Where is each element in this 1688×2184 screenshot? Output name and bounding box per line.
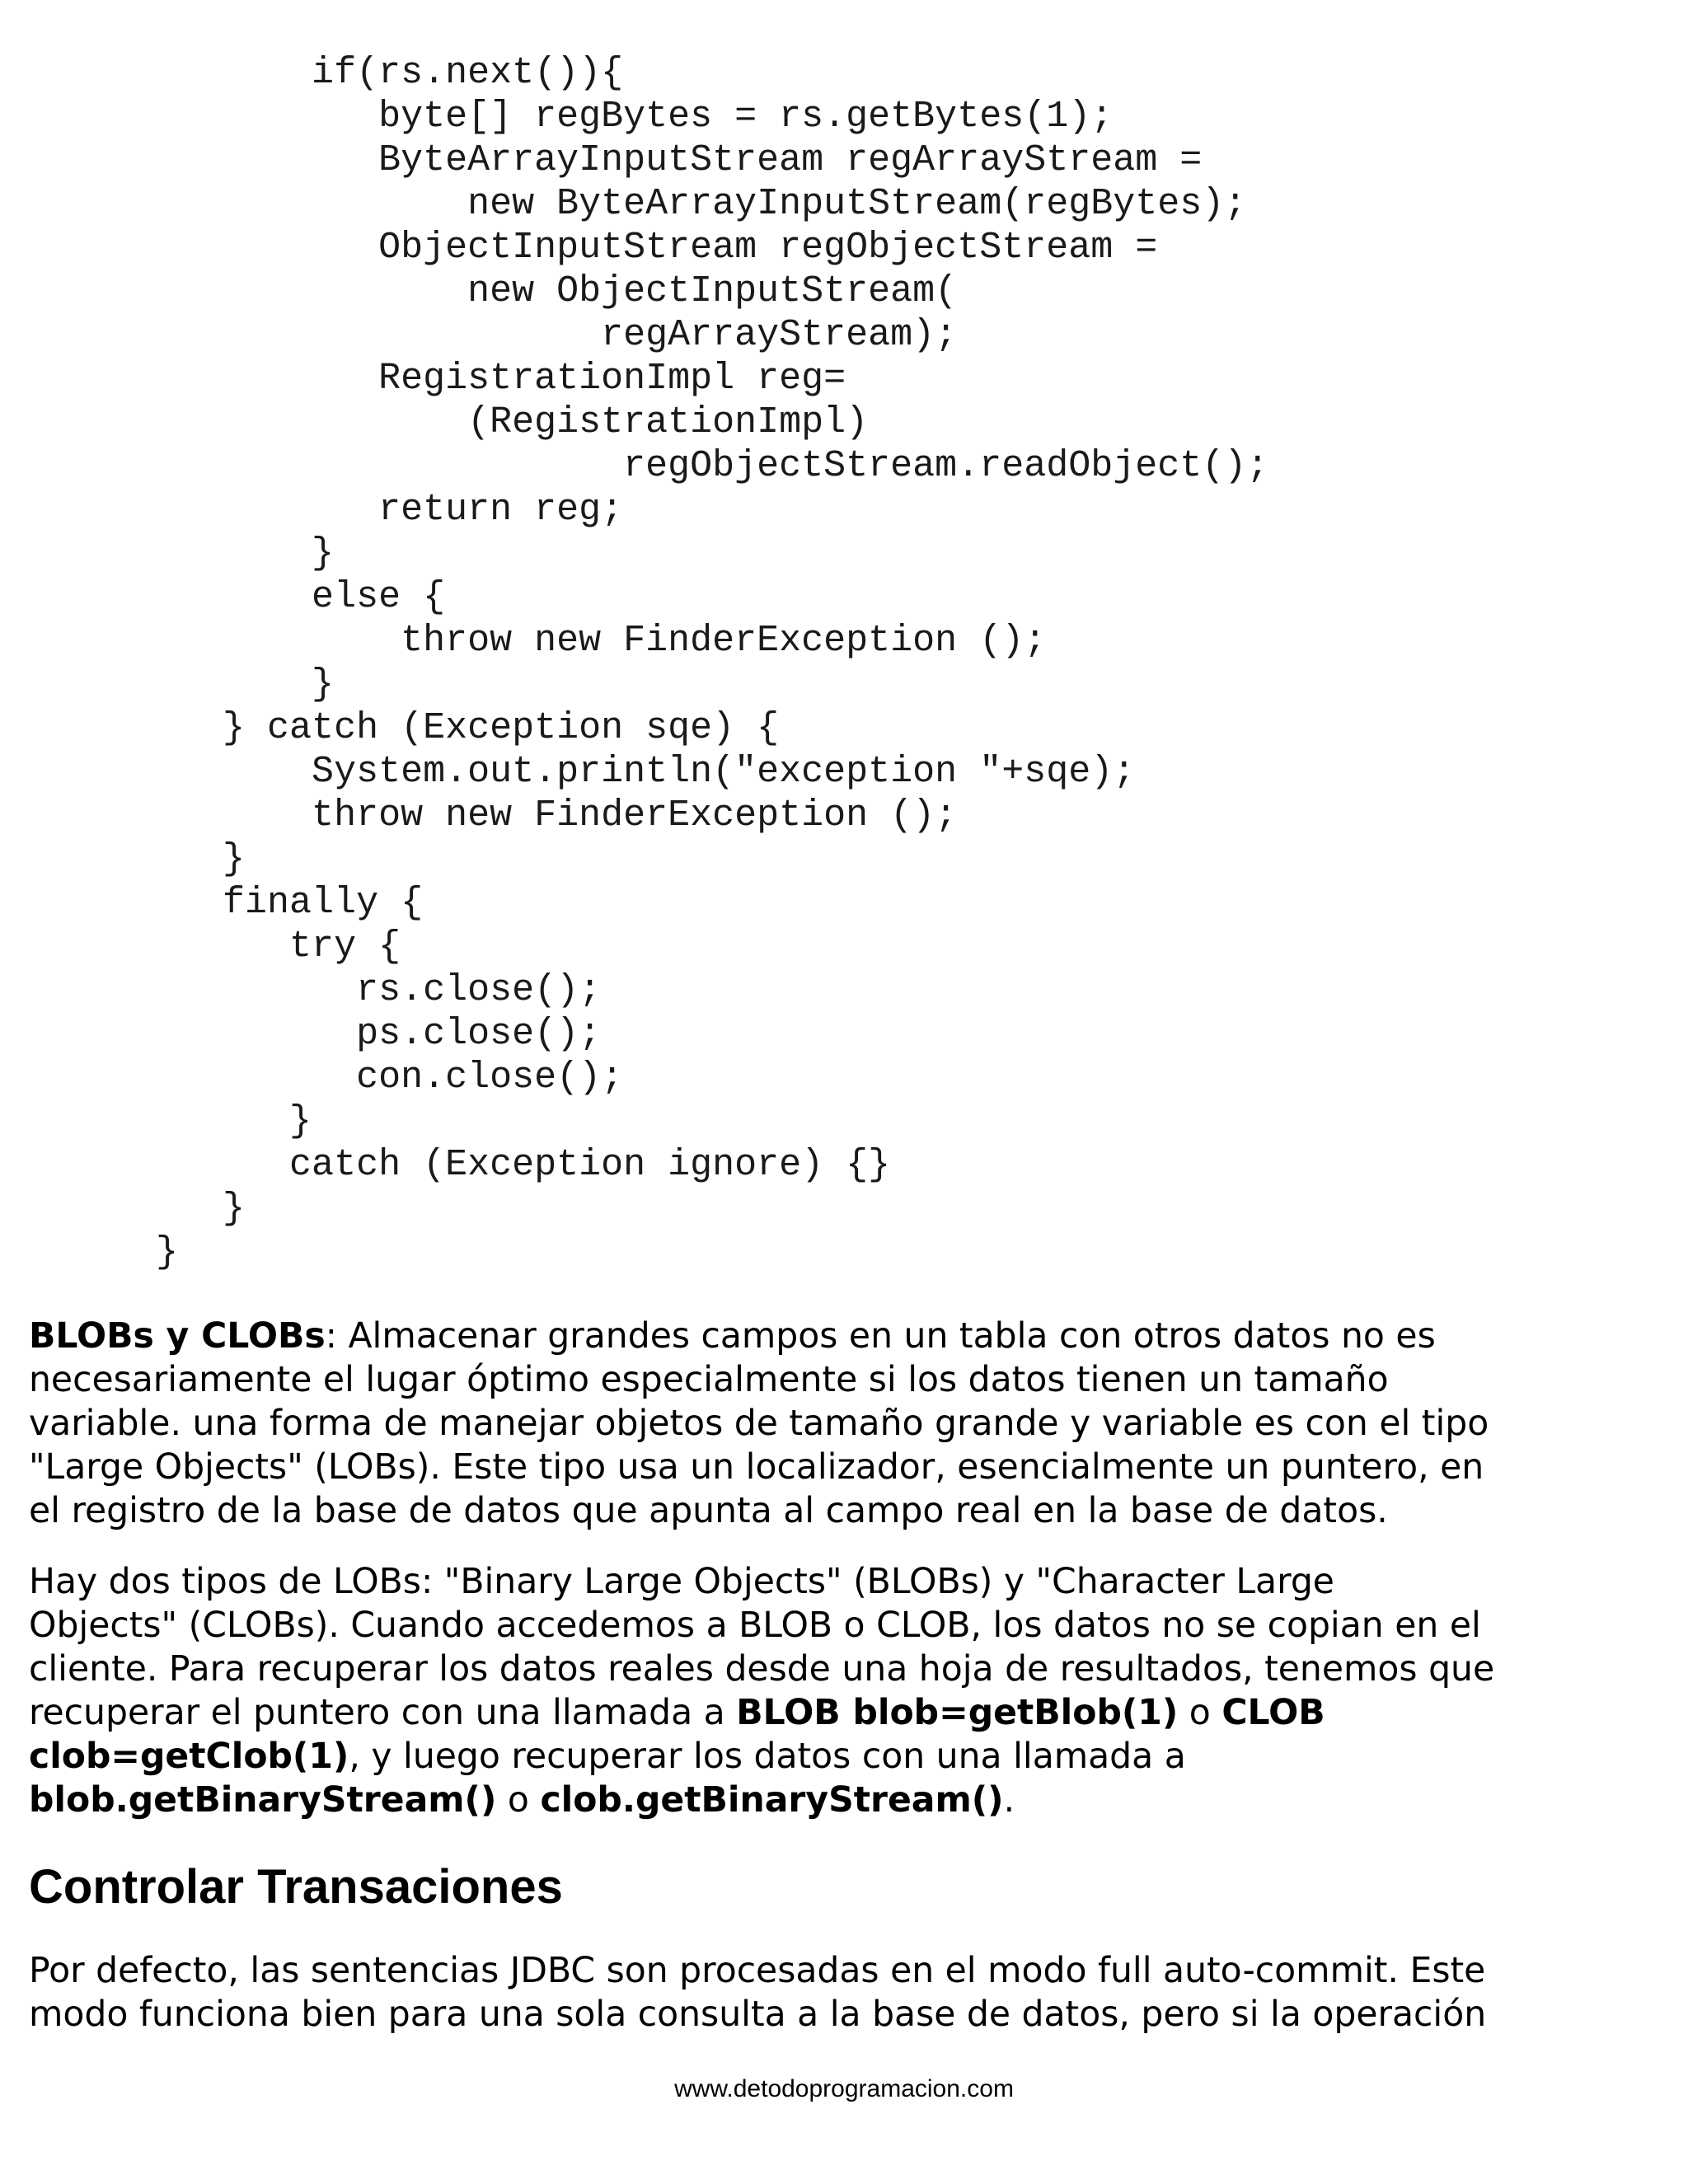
paragraph-text: , y luego recuperar los datos con una llamada a	[349, 1736, 1186, 1777]
paragraph-text: recuperar el puntero con una llamada a	[29, 1693, 737, 1733]
paragraph-line	[29, 1779, 1665, 1822]
inline-code-blob-stream: blob.getBinaryStream()	[29, 1780, 497, 1821]
paragraph-line: cliente. Para recuperar los datos reales desde una hoja de resultados, tenemos que	[29, 1649, 1495, 1690]
paragraph-line	[29, 1315, 1665, 1358]
code-line: ObjectInputStream regObjectStream =	[0, 227, 1158, 269]
code-line: else {	[0, 576, 446, 618]
code-line: con.close();	[0, 1057, 624, 1099]
code-line: }	[0, 663, 335, 705]
section-heading: Controlar Transaciones	[29, 1860, 563, 1914]
inline-code-clob-keyword: CLOB	[1221, 1693, 1325, 1733]
paragraph-text: : Almacenar grandes campos en un tabla con otros datos no es	[325, 1316, 1436, 1357]
inline-code-clob-stream: clob.getBinaryStream()	[540, 1780, 1004, 1821]
code-line: catch (Exception ignore) {}	[0, 1144, 891, 1186]
code-line: if(rs.next()){	[0, 52, 624, 94]
paragraph-line: Por defecto, las sentencias JDBC son procesadas en el modo full auto-commit. Este	[29, 1951, 1486, 1991]
code-line: throw new FinderException ();	[0, 794, 958, 837]
code-line: rs.close();	[0, 969, 602, 1011]
inline-code-getclob: clob=getClob(1)	[29, 1736, 349, 1777]
paragraph-line: necesariamente el lugar óptimo especialmente si los datos tienen un tamaño	[29, 1360, 1389, 1400]
code-line: RegistrationImpl reg=	[0, 358, 846, 400]
code-line: regObjectStream.readObject();	[0, 445, 1269, 487]
code-line: byte[] regBytes = rs.getBytes(1);	[0, 96, 1114, 138]
paragraph-line: Hay dos tipos de LOBs: "Binary Large Objects" (BLOBs) y "Character Large	[29, 1562, 1334, 1602]
code-line: }	[0, 1100, 312, 1142]
transactions-paragraph	[29, 1949, 1665, 2036]
code-line: }	[0, 838, 246, 880]
code-line: }	[0, 532, 335, 574]
code-line: return reg;	[0, 489, 624, 531]
paragraph-line	[29, 1735, 1665, 1779]
code-line: new ObjectInputStream(	[0, 270, 958, 312]
blobs-clobs-paragraph	[29, 1315, 1665, 1533]
term-blobs-clobs: BLOBs y CLOBs	[29, 1316, 326, 1357]
paragraph-text: .	[1003, 1780, 1015, 1821]
code-line: }	[0, 1188, 246, 1230]
code-line: finally {	[0, 882, 424, 924]
paragraph-line: modo funciona bien para una sola consulta a la base de datos, pero si la operación	[29, 1994, 1487, 2035]
code-line: }	[0, 1231, 179, 1273]
code-line: ps.close();	[0, 1013, 602, 1055]
footer-url: www.detodoprogramacion.com	[674, 2075, 1014, 2102]
paragraph-text: o	[496, 1780, 541, 1821]
paragraph-line: Objects" (CLOBs). Cuando accedemos a BLOB o CLOB, los datos no se copian en el	[29, 1605, 1481, 1646]
paragraph-line: "Large Objects" (LOBs). Este tipo usa un localizador, esencialmente un puntero, en	[29, 1447, 1484, 1488]
paragraph-line: el registro de la base de datos que apunta al campo real en la base de datos.	[29, 1491, 1388, 1531]
code-line: throw new FinderException ();	[0, 620, 1047, 662]
code-line: (RegistrationImpl)	[0, 401, 869, 443]
code-line: regArrayStream);	[0, 314, 958, 356]
paragraph-line: variable. una forma de manejar objetos de tamaño grande y variable es con el tipo	[29, 1404, 1489, 1444]
code-line: } catch (Exception sqe) {	[0, 707, 780, 749]
lob-types-paragraph	[29, 1560, 1665, 1822]
inline-code-getblob: BLOB blob=getBlob(1)	[736, 1693, 1179, 1733]
code-line: System.out.println("exception "+sqe);	[0, 751, 1136, 793]
code-line: ByteArrayInputStream regArrayStream =	[0, 139, 1203, 181]
code-line: try {	[0, 926, 401, 968]
code-line: new ByteArrayInputStream(regBytes);	[0, 183, 1247, 225]
paragraph-line	[29, 1691, 1665, 1735]
paragraph-text: o	[1178, 1693, 1222, 1733]
